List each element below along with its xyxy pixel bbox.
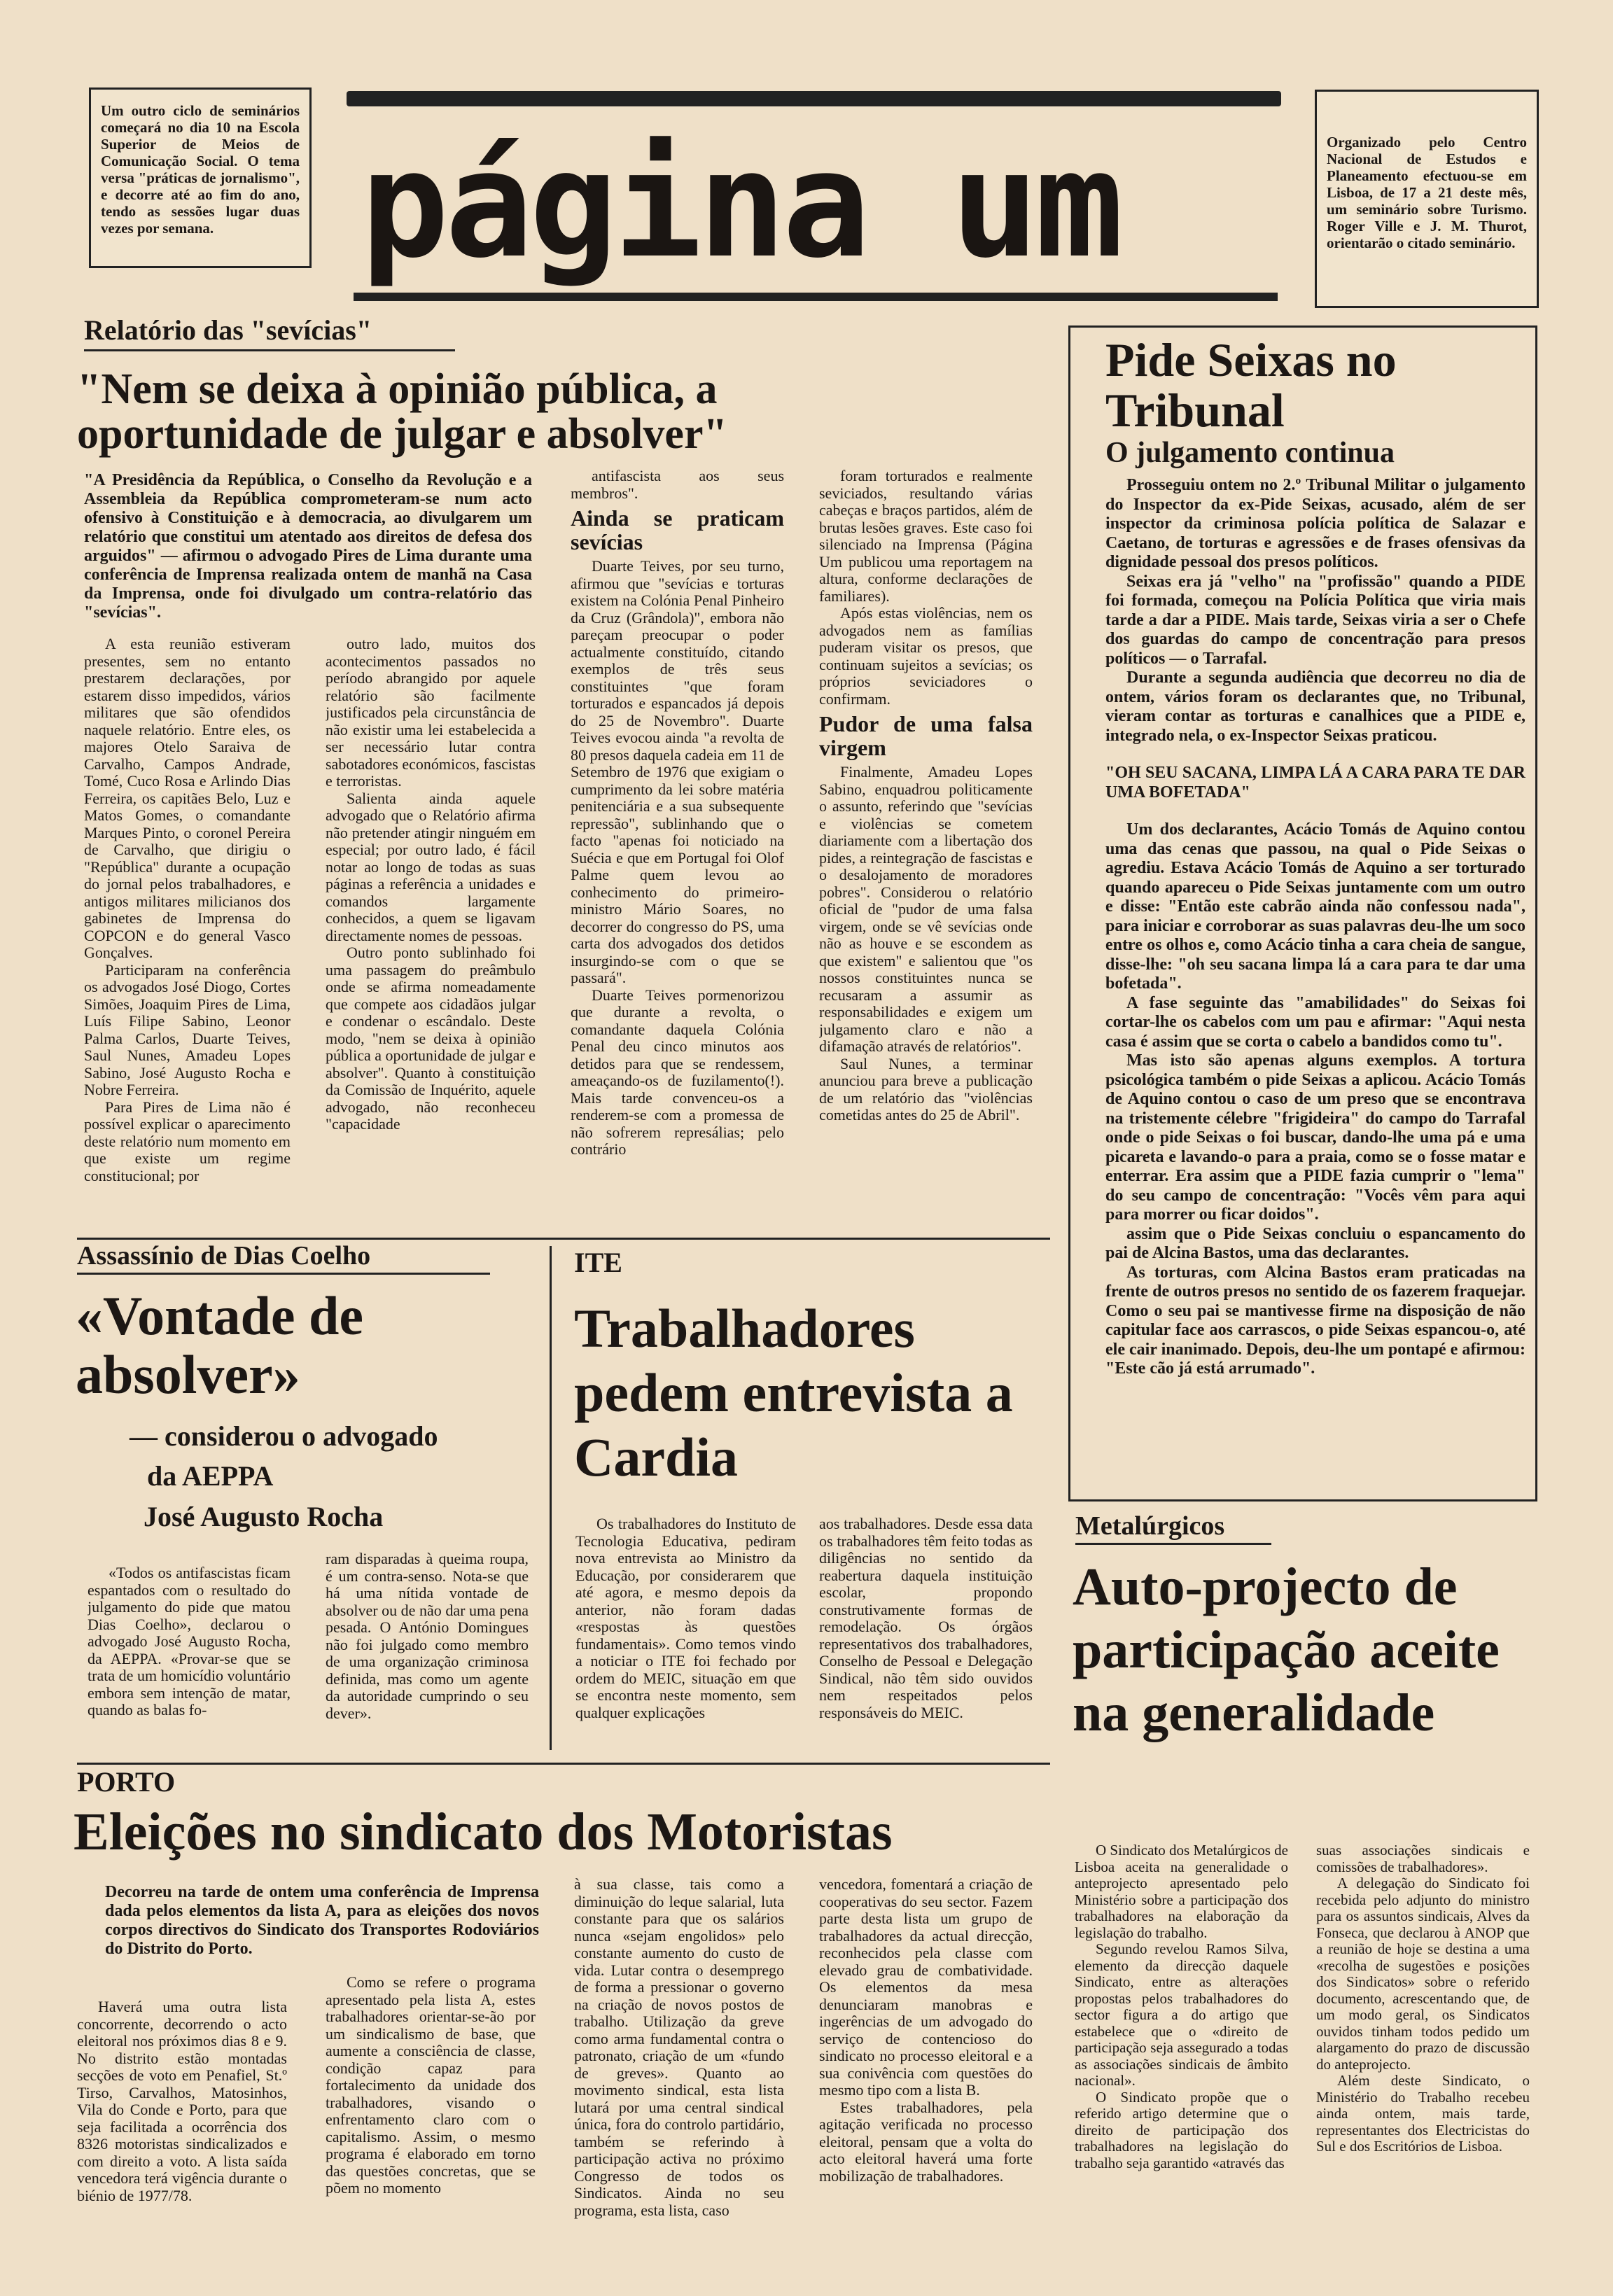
a2-box xyxy=(1068,326,1537,1502)
right-notice-box xyxy=(1315,90,1539,308)
a4-column-2 xyxy=(819,1516,1033,1757)
a1-c4: foram torturados e realmente seviciados, resultando várias cabeças e braços partidos, além de brutas lesões graves. Este caso foi silenciado na Imprensa (Página Um publicou uma reportagem na altura, conforme declarações de familiares). xyxy=(819,468,1033,605)
a1-lead: "A Presidência da República, o Conselho da Revolução e a Assembleia da República comprometeram-se num acto ofensivo à Constituição e à democracia, ao divulgarem um relatório que constitui um atentado aos direitos de defesa dos arguidos" — afirmou o advogado Pires de Lima durante uma conferência de Imprensa realizada ontem de manhã na Casa da Imprensa, onde foi divulgado um contra-relatório das "sevícias". xyxy=(84,471,532,622)
a1-c4b: Após estas violências, nem os advogados nem as famílias puderam visitar os presos, que continuam sujeitos a sevícias; os próprios seviciadores o confirmam. xyxy=(819,604,1033,708)
a5-c2c: Além deste Sindicato, o Ministério do Trabalho recebeu ainda ontem, mais tarde, representantes dos Electricistas do Sul e dos Escritórios de Lisboa. xyxy=(1316,2072,1530,2155)
a1-c4d: Saul Nunes, a terminar anunciou para breve a publicação de um relatório das "violências cometidas antes do 25 de Abril". xyxy=(819,1054,1033,1124)
a2-quote: "OH SEU SACANA, LIMPA LÁ A CARA PARA TE DAR UMA BOFETADA" xyxy=(1105,764,1525,802)
a2-b4: assim que o Pide Seixas concluiu o espancamento do pai de Alcina Bastos, uma das declarantes. xyxy=(1105,1224,1525,1262)
a1-c4c: Finalmente, Amadeu Lopes Sabino, enquadrou politicamente o assunto, referindo que "sevícias e violências se cometem diariamente com a libertação dos pides, a reintegração de fascistas e o desalojamento de moradores pobres". Considerou o relatório oficial de "pudor de uma falsa virgem, onde se vê sevícias onde não as houve e se escondem as que existem" e salientou que "os nossos constituintes nunca se recusaram a assumir as responsabilidades e exigem um julgamento claro e não a difamação através de relatórios". xyxy=(819,763,1033,1055)
a3-kicker-rule xyxy=(77,1273,490,1275)
a6-headline: Eleições no sindicato dos Motoristas xyxy=(74,1802,893,1861)
divider-a1 xyxy=(77,1238,1050,1240)
masthead-bottom-bar xyxy=(354,293,1278,301)
a3-sub1: — considerou o advogado xyxy=(130,1420,438,1452)
a1-column-4 xyxy=(819,468,1033,1231)
a3-column-1 xyxy=(88,1564,291,1774)
a1-column-2 xyxy=(326,636,536,1231)
a6-lead: Decorreu na tarde de ontem uma conferência de Imprensa dada pelos elementos da lista A, para as eleições dos novos corpos directivos do Sindicato dos Transportes Rodoviários do Distrito do Porto. xyxy=(105,1883,539,1958)
a2-lead: Prosseguiu ontem no 2.º Tribunal Militar o julgamento do Inspector da ex-Pide Seixas, acusado, além de ser inspector da criminosa polícia política de Salazar e Caetano, de torturas e agressões e de frases ofensivas da dignidade pessoal dos presos políticos. xyxy=(1105,476,1525,571)
a5-column-2 xyxy=(1316,1842,1530,2276)
a1-c1c: Para Pires de Lima não é possível explicar o aparecimento deste relatório num momento em que existe um regime constitucional; por xyxy=(84,1098,291,1184)
a6-column-3 xyxy=(574,1876,784,2275)
a1-subhead-1: Ainda se praticam sevícias xyxy=(571,505,784,554)
a5-c2: suas associações sindicais e comissões de trabalhadores». xyxy=(1316,1842,1530,1875)
a6-kicker: PORTO xyxy=(77,1766,176,1798)
a6-c4: vencedora, fomentará a criação de cooperativas do seu sector. Fazem parte desta lista um grupo de trabalhadores da actual direcção, reconhecidos pela classe com elevado grau de combatividade. Os elementos da mesa denunciaram manobras e ingerências de um advogado do serviço de contencioso do sindicato no processo eleitoral e a sua conivência com questões do mesmo tipo com a lista B. xyxy=(819,1876,1033,2099)
a3-c1: «Todos os antifascistas ficam espantados com o resultado do julgamento do pide que matou Dias Coelho», declarou o advogado José Augusto Rocha, da AEPPA. «Provar-se que se trata de um homicídio voluntário embora sem intenção de matar, quando as balas fo- xyxy=(88,1564,291,1718)
a5-headline: Auto-projecto de participação aceite na generalidade xyxy=(1073,1558,1500,1742)
a2-p1: Seixas era já "velho" na "profissão" quando a PIDE foi formada, começou na Polícia Política que viria mais tarde a dar a PIDE. Mais tarde, Seixas viria a ser o Chefe dos guardas do campo de concentração para presos políticos — o Tarrafal. xyxy=(1105,572,1525,668)
a5-c2b: A delegação do Sindicato foi recebida pelo adjunto do ministro para os assuntos sindicais, Alves da Fonseca, que declarou à ANOP que a reunião de hoje se destina a uma «recolha de sugestões e posições dos Sindicatos» sobre o referido documento, acrescentando que, de um modo geral, os Sindicatos ouvidos tinham todos pedido um alargamento do prazo de discussão do anteprojecto. xyxy=(1316,1875,1530,2073)
a6-column-1 xyxy=(77,1998,287,2275)
left-notice-box xyxy=(89,88,312,268)
a6-column-4 xyxy=(819,1876,1033,2275)
a2-b5: As torturas, com Alcina Bastos eram praticadas na frente de outros presos no sentido de os fazerem fraquejar. Como o seu pai se mantivesse firme na disposição de não capitular face aos carrascos, o pide Seixas espancou-o, até ele cair inanimado. Depois, deu-lhe um pontapé e afirmou: "Este cão já está arrumado". xyxy=(1105,1263,1525,1378)
a6-c4b: Estes trabalhadores, pela agitação verificada no processo eleitoral, pensam que a volta do acto eleitoral haverá uma forte mobilização de trabalhadores. xyxy=(819,2098,1033,2185)
a5-c1c: O Sindicato propõe que o referido artigo determine que o direito de participação dos trabalhadores na legislação do trabalho seja garantido «através das xyxy=(1075,2088,1288,2171)
a5-kicker: Metalúrgicos xyxy=(1075,1511,1225,1541)
a3-c2: ram disparadas à queima roupa, é um contra-senso. Nota-se que há uma nítida vontade de absolver ou de não dar uma pena pesada. O António Domingues não foi julgado como membro de uma organização criminosa definida, mas como um agente da autoridade cumprindo o seu dever». xyxy=(326,1550,529,1722)
a1-c3b: Duarte Teives, por seu turno, afirmou que "sevícias e torturas existem na Colónia Penal Pinheiro da Cruz (Grândola)", embora não pareçam preocupar o poder actualmente constituído, citando exemplos de três seus constituintes "que foram torturados e espancados já depois do 25 de Novembro". Duarte Teives evocou ainda "a revolta de 80 presos daquela cadeia em 11 de Setembro de 1976 que exigiam o cumprimento da lei sobre matéria penitenciária e a sua subsequente repressão", sublinhando que o facto "apenas foi noticiado na Suécia e que em Portugal foi Olof Palme quem levou ao conhecimento do primeiro-ministro Mário Soares, no decorrer do congresso do PS, uma carta dos advogados dos detidos insurgindo-se com o que se passará". xyxy=(571,557,784,986)
a1-column-1 xyxy=(84,636,291,1231)
a1-headline: "Nem se deixa à opinião pública, a oportunidade de julgar e absolver" xyxy=(77,365,727,458)
a1-kicker-rule xyxy=(84,349,455,351)
a3-sub2: da AEPPA xyxy=(147,1460,274,1492)
left-notice-text: Um outro ciclo de seminários começará no dia 10 na Escola Superior de Meios de Comunicação Social. O tema versa "práticas de jornalismo", e decorre até ao fim do ano, tendo as sessões lugar duas vezes por semana. xyxy=(101,102,300,237)
a6-c3: à sua classe, tais como a diminuição do leque salarial, luta constante para que os salários nunca «sejam engolidos» pelo constante aumento do custo de vida. Lutar contra o desemprego de forma a pressionar o governo na criação de novos postos de trabalho. Utilização da greve como arma fundamental contra o patronato, criação de um «fundo de greves». Quanto ao movimento sindical, esta lista lutará por uma central sindical única, fora do controlo partidário, também se referindo à participação activa no próximo Congresso de todos os Sindicatos. Ainda no seu programa, esta lista, caso xyxy=(574,1876,784,2219)
masthead xyxy=(347,83,1285,307)
a1-subhead-2: Pudor de uma falsa virgem xyxy=(819,711,1033,760)
a3-headline: «Vontade de absolver» xyxy=(76,1285,364,1405)
a2-body xyxy=(1105,476,1525,1494)
a3-sub3: José Augusto Rocha xyxy=(144,1501,384,1532)
a1-c2: outro lado, muitos dos acontecimentos passados no período abrangido por aquele relatório são facilmente justificados pela circunstância de não existir uma lei estabelecida a ser necessário lutar contra sabotadores económicos, fascistas e terroristas. xyxy=(326,636,536,790)
a6-column-2 xyxy=(326,1974,536,2275)
divider-a3-a4 xyxy=(550,1246,552,1750)
a2-p2: Durante a segunda audiência que decorreu no dia de ontem, vários foram os declarantes que, no Tribunal, vieram contar as torturas e canalhices que a PIDE e, integrado nela, o ex-Inspector Seixas praticou. xyxy=(1105,668,1525,745)
a2-b1: Um dos declarantes, Acácio Tomás de Aquino contou uma das cenas que passou, na qual o Pide Seixas o agrediu. Estava Acácio Tomás de Aquino a ser torturado quando apareceu o Pide Seixas juntamente com um outro e disse: "Então este cabrão ainda não confessou nada", para iniciar e corroborar as suas palavras deu-lhe um soco entre os olhos e, como Acácio tinha a cara cheia de sangue, disse-lhe: "oh seu sacana limpa lá a cara para te dar uma bofetada". xyxy=(1105,820,1525,993)
a5-kicker-rule xyxy=(1075,1543,1271,1545)
divider-a6 xyxy=(77,1763,1050,1765)
a2-headline: Pide Seixas no Tribunal xyxy=(1105,333,1397,437)
a2-subhead: O julgamento continua xyxy=(1105,437,1395,469)
a4-headline: Trabalhadores pedem entrevista a Cardia xyxy=(574,1298,1013,1488)
a5-c1: O Sindicato dos Metalúrgicos de Lisboa aceita na generalidade o anteprojecto apresentado pelo Ministério sobre a participação dos trabalhadores na elaboração da legislação do trabalho. xyxy=(1075,1842,1288,1941)
a2-b2: A fase seguinte das "amabilidades" do Seixas foi cortar-lhe os cabelos com um pau e afirmar: "Aqui nesta casa é assim que se corta o cabelo a bandidos como tu". xyxy=(1105,993,1525,1051)
a6-c2: Como se refere o programa apresentado pela lista A, estes trabalhadores orientar-se-ão por um sindicalismo de base, que aumente a consciência de classe, condição capaz para fortalecimento da unidade dos trabalhadores, visando o enfrentamento claro com o capitalismo. Assim, o mesmo programa é elaborado em torno das questões concretas, que se põem no momento xyxy=(326,1974,536,2197)
a5-column-1 xyxy=(1075,1842,1288,2276)
a4-kicker: ITE xyxy=(574,1247,622,1278)
a1-c1b: Participaram na conferência os advogados José Diogo, Cortes Simões, Joaquim Pires de Lima, Luís Filipe Sabino, Leonor Palma Carlos, Duarte Teives, Saul Nunes, Amadeu Lopes Sabino, José Augusto Rocha e Nobre Ferreira. xyxy=(84,960,291,1098)
a1-c3c: Duarte Teives pormenorizou que durante a revolta, o comandante daquela Colónia Penal deu cinco minutos aos detidos para que se rendessem, ameaçando-os de fuzilamento(!). Mais tarde convenceu-os a renderem-se com a promessa de não sofrerem represálias; pelo contrário xyxy=(571,986,784,1158)
a1-c1: A esta reunião estiveram presentes, sem no entanto prestarem declarações, por estarem disso impedidos, vários militares que são ofendidos naquele relatório. Entre eles, os majores Otelo Saraiva de Carvalho, Campos Andrade, Tomé, Cuco Rosa e Arlindo Dias Ferreira, os capitães Belo, Luz e Matos Gomes, o comandante Marques Pinto, o coronel Pereira de Carvalho, que dirigiu o "República" durante a ocupação do jornal pelos trabalhadores, e antigos militares milicianos dos gabinetes de Imprensa do COPCON e do general Vasco Gonçalves. xyxy=(84,636,291,961)
a4-c1: Os trabalhadores do Instituto de Tecnologia Educativa, pediram nova entrevista ao Ministro da Educação, por considerarem que até agora, e mesmo depois da anterior, não foram dadas «respostas às questões fundamentais». Como temos vindo a noticiar o ITE foi fechado por ordem do MEIC, situação em que se encontra neste momento, sem qualquer explicações xyxy=(575,1516,796,1721)
a3-kicker: Assassínio de Dias Coelho xyxy=(77,1241,371,1270)
a6-c1: Haverá uma outra lista concorrente, decorrendo o acto eleitoral nos próximos dias 8 e 9. No distrito estão montadas secções de voto em Penafiel, St.º Tirso, Carvalhos, Matosinhos, Vila do Conde e Porto, para que seja facilitada a ocorrência dos 8326 motoristas sindicalizados e com direito a voto. A lista saída vencedora terá vigência durante o biénio de 1977/78. xyxy=(77,1998,287,2204)
a4-c2: aos trabalhadores. Desde essa data os trabalhadores têm feito todas as diligências no sentido da reabertura daquela instituição escolar, propondo construtivamente formas de remodelação. Os órgãos representativos dos trabalhadores, Conselho de Pessoal e Delegação Sindical, não têm sido ouvidos nem respeitados pelos responsáveis do MEIC. xyxy=(819,1516,1033,1721)
a1-c3: antifascista aos seus membros". xyxy=(571,468,784,502)
a1-column-3 xyxy=(571,468,784,1231)
a1-kicker: Relatório das "sevícias" xyxy=(84,314,372,346)
masthead-top-bar xyxy=(347,91,1281,106)
masthead-title: página um xyxy=(361,119,1119,290)
a1-c2c: Outro ponto sublinhado foi uma passagem do preâmbulo onde se afirma nomeadamente que compete aos cidadãos julgar e condenar o escândalo. Deste modo, "nem se deixa à opinião pública a oportunidade de julgar e absolver". Quanto à constituição da Comissão de Inquérito, aquele advogado, não reconheceu "capacidade xyxy=(326,944,536,1133)
a1-c2b: Salienta ainda aquele advogado que o Relatório afirma não pretender atingir ninguém em especial; por outro lado, é fácil notar ao longo de todas as suas páginas a referência a unidades e comandos largamente conhecidos, a quem se ligavam directamente nomes de pessoas. xyxy=(326,789,536,944)
a3-column-2 xyxy=(326,1550,529,1774)
a5-c1b: Segundo revelou Ramos Silva, elemento da direcção daquele Sindicato, entre as alterações propostas pelos trabalhadores do sector figura a do artigo que estabelece que o «direito de participação seja assegurado a todas as associações sindicais de âmbito nacional». xyxy=(1075,1940,1288,2089)
a2-b3: Mas isto são apenas alguns exemplos. A tortura psicológica também o pide Seixas a aplicou. Acácio Tomás de Aquino contou o caso de um preso que se encontrava na tristemente célebre "frigideira" do campo do Tarrafal onde o pide Seixas o foi buscar, dando-lhe uma pá e uma picareta e lavando-o para a praia, como se o fosse matar e enterrar. Era assim que a PIDE fazia cumprir o "lema" do seu campo de concentração: "Vocês vêm para aqui para morrer ou ficar doidos". xyxy=(1105,1051,1525,1224)
right-notice-text: Organizado pelo Centro Nacional de Estudos e Planeamento efectuou-se em Lisboa, de 17 a 21 deste mês, um seminário sobre Turismo. Roger Ville e J. M. Thurot, orientarão o citado seminário. xyxy=(1327,134,1527,251)
a4-column-1 xyxy=(575,1516,796,1757)
